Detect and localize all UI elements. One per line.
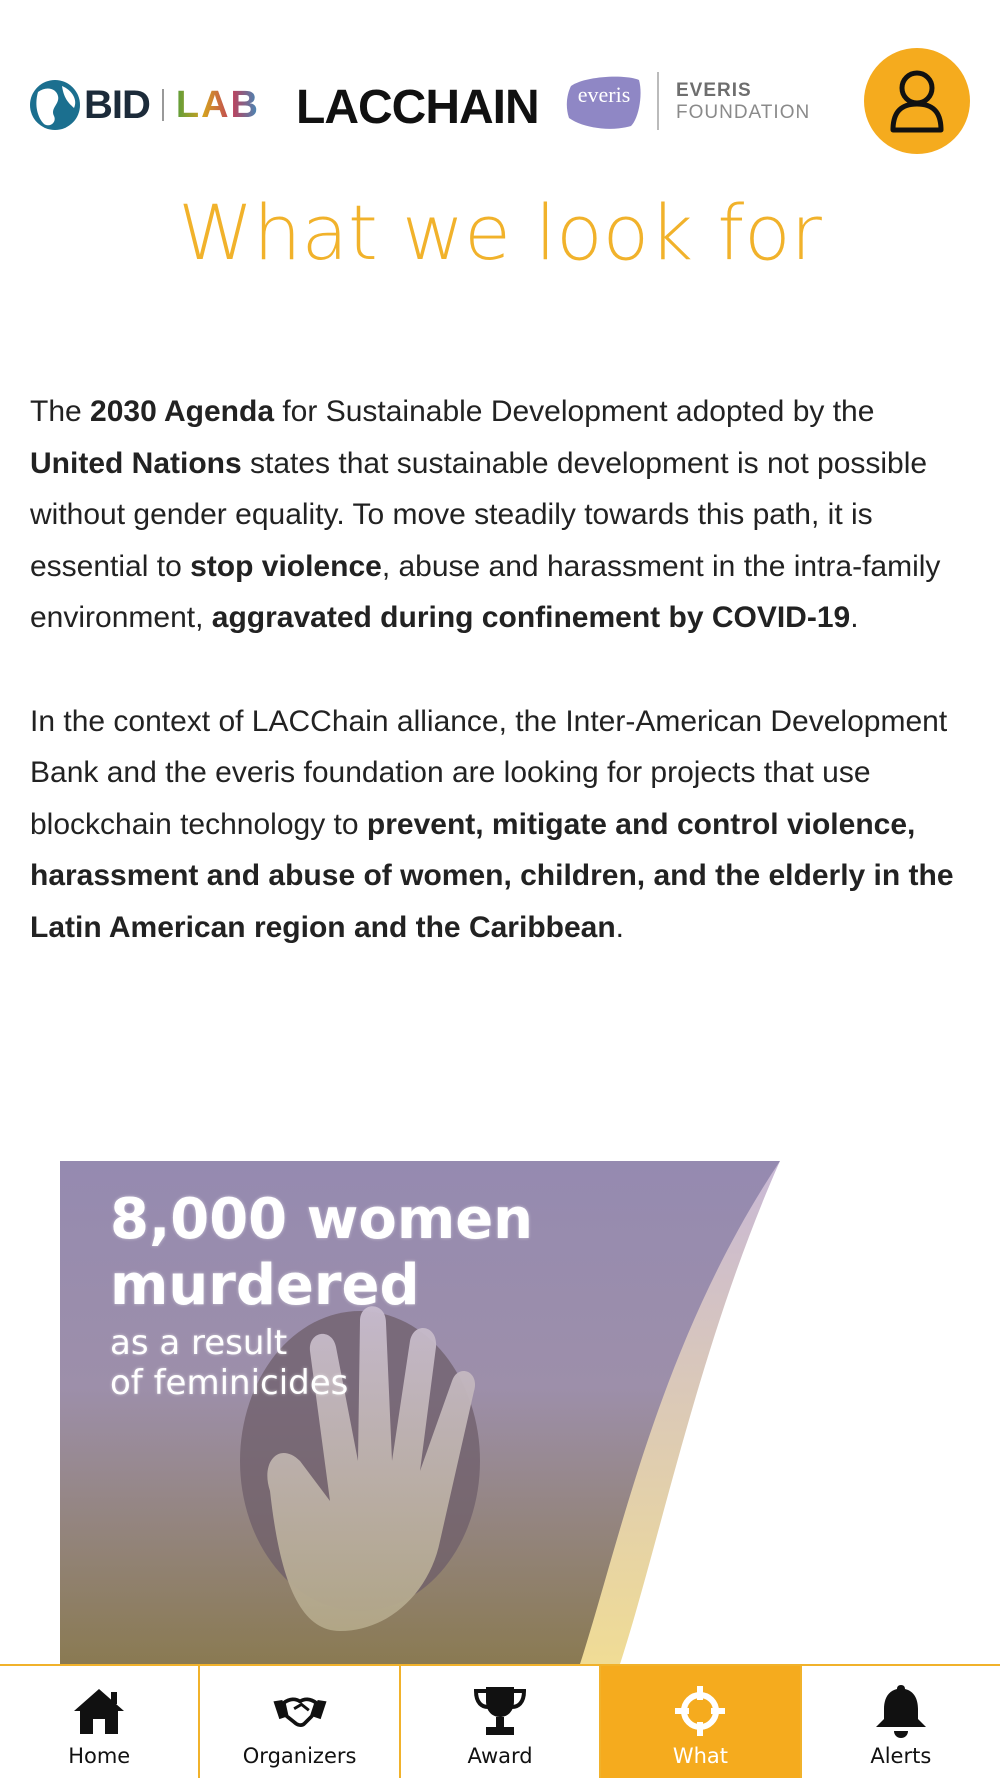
handshake-icon — [272, 1684, 328, 1738]
everis-logo — [565, 74, 643, 130]
paragraph-text: . — [615, 910, 625, 944]
main-content — [30, 386, 970, 1005]
trophy-icon — [472, 1684, 528, 1738]
nav-organizers[interactable] — [200, 1666, 400, 1778]
emphasis-text: 2030 Agenda — [90, 395, 275, 428]
bell-icon — [873, 1684, 929, 1738]
logo-separator — [162, 89, 164, 121]
paragraph-text: In the context of LACChain alliance, the Inter-American Development Bank and the everis foundation are looking for projects that use blockchain technology to — [30, 704, 948, 841]
bid-lab-logo — [28, 78, 260, 132]
bid-logo-text: BID — [84, 82, 150, 127]
emphasis-text: prevent, mitigate and control violence, harassment and abuse of women, children, and the elderly in the Latin American region and the Caribbean — [30, 807, 954, 944]
nav-label: What — [672, 1744, 729, 1768]
banner-line2: murdered — [110, 1253, 420, 1318]
nav-label: Home — [68, 1744, 131, 1768]
nav-label: Organizers — [242, 1744, 357, 1768]
home-icon — [71, 1684, 127, 1738]
everis-foundation-logo — [676, 80, 810, 124]
emphasis-text: United Nations — [30, 446, 242, 480]
user-icon — [887, 68, 947, 134]
emphasis-text: stop violence — [190, 549, 382, 583]
lacchain-logo: LACCHAIN — [296, 81, 539, 134]
nav-alerts[interactable] — [802, 1666, 1000, 1778]
everis-foundation-line1: EVERIS — [676, 80, 752, 101]
intro-paragraph — [30, 386, 970, 644]
banner-text — [110, 1187, 533, 1403]
paragraph-text: for Sustainable Development adopted by the — [274, 395, 875, 428]
nav-what[interactable] — [601, 1666, 801, 1778]
emphasis-text: aggravated during confinement by COVID-19 — [211, 601, 851, 635]
logo-separator — [657, 72, 659, 130]
user-account-button[interactable] — [864, 48, 970, 154]
nav-award[interactable] — [401, 1666, 601, 1778]
paragraph-text: , abuse and harassment in the intra-family environment, — [30, 549, 941, 635]
banner-line3: as a result — [110, 1323, 288, 1363]
crosshair-icon — [672, 1684, 728, 1738]
bid-globe-icon — [28, 78, 82, 132]
nav-label: Alerts — [870, 1744, 932, 1768]
paragraph-text: The — [30, 395, 91, 428]
everis-foundation-line2: FOUNDATION — [676, 102, 811, 123]
paragraph-text: states that sustainable development is not possible without gender equality. To move steadily towards this path, it is essential to — [30, 446, 928, 583]
page-title: What we look for — [178, 188, 822, 277]
nav-home[interactable] — [0, 1666, 200, 1778]
paragraph-text: . — [850, 601, 859, 635]
nav-label: Award — [467, 1744, 533, 1768]
bottom-navigation — [0, 1664, 1000, 1778]
lab-logo-text: LAB — [175, 83, 260, 126]
header — [0, 0, 1000, 170]
feminicide-banner-image — [60, 1161, 780, 1664]
context-paragraph — [30, 696, 970, 954]
banner-line1: 8,000 women — [110, 1187, 534, 1252]
everis-logo-text: everis — [577, 82, 631, 107]
banner-line4: of feminicides — [110, 1363, 349, 1403]
